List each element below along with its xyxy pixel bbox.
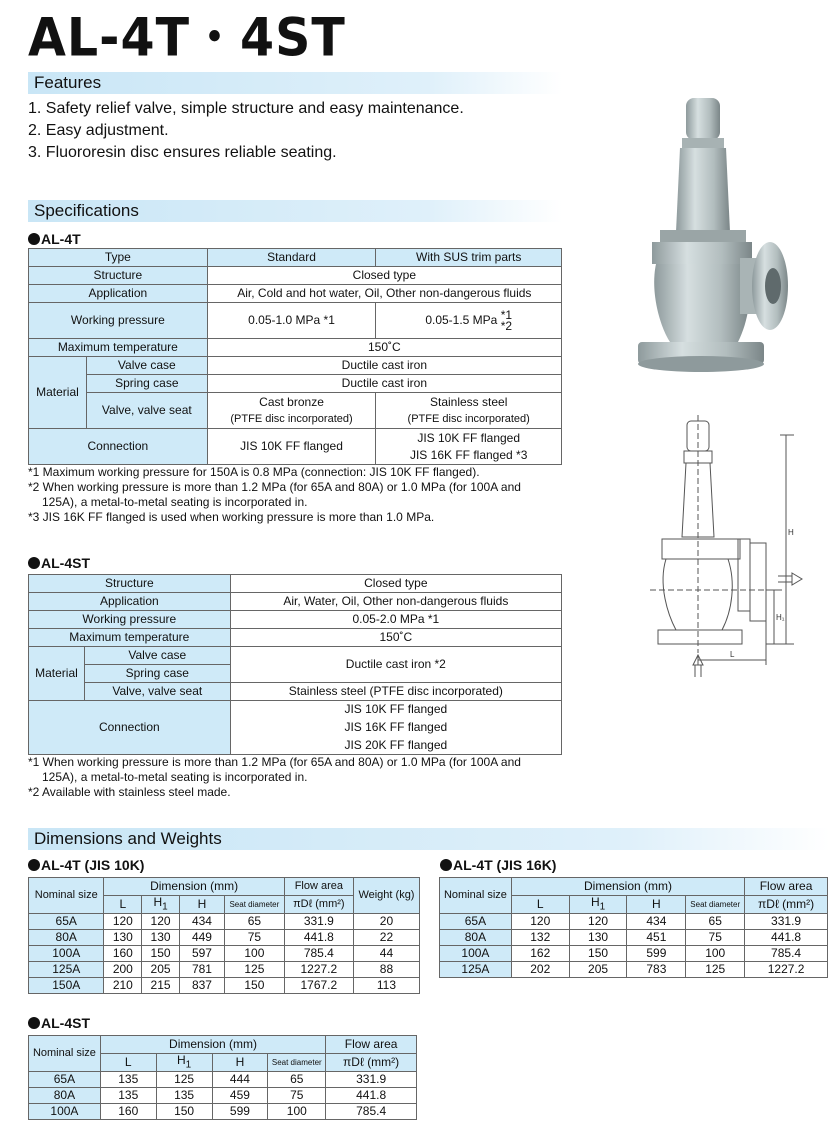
structure-value: Closed type bbox=[230, 575, 561, 593]
table-cell: 451 bbox=[627, 930, 686, 946]
L-header: L bbox=[511, 896, 569, 914]
dim-label-H1: H₁ bbox=[776, 613, 785, 622]
bullet-icon bbox=[28, 557, 40, 569]
al4st-dims-table bbox=[28, 1035, 417, 1120]
H1-header: $H_1$ bbox=[156, 1054, 212, 1072]
table-cell: 113 bbox=[353, 978, 419, 994]
bullet-icon bbox=[28, 1017, 40, 1029]
L-header: L bbox=[104, 896, 142, 914]
table-row bbox=[29, 914, 420, 930]
nominal-size-cell: 80A bbox=[29, 1088, 101, 1104]
valve-seat-value: Stainless steel (PTFE disc incorporated) bbox=[230, 683, 561, 701]
al4t-10k-table bbox=[28, 877, 420, 994]
table-cell: 210 bbox=[104, 978, 142, 994]
table-cell: 100 bbox=[686, 946, 745, 962]
table-cell: 65 bbox=[225, 914, 285, 930]
nominal-size-cell: 80A bbox=[440, 930, 512, 946]
nominal-size-cell: 100A bbox=[440, 946, 512, 962]
table-cell: 150 bbox=[569, 946, 627, 962]
features-heading: Features bbox=[28, 72, 562, 94]
table-row bbox=[29, 962, 420, 978]
table-cell: 434 bbox=[179, 914, 224, 930]
table-cell: 434 bbox=[627, 914, 686, 930]
valve-case-label: Valve case bbox=[84, 647, 230, 665]
table-cell: 441.8 bbox=[284, 930, 353, 946]
working-pressure-label: Working pressure bbox=[29, 303, 208, 339]
table-cell: 135 bbox=[100, 1088, 156, 1104]
table-cell: 441.8 bbox=[326, 1088, 417, 1104]
table-cell: 120 bbox=[104, 914, 142, 930]
al4t-16k-table bbox=[439, 877, 828, 978]
table-cell: 130 bbox=[104, 930, 142, 946]
table-cell: 162 bbox=[511, 946, 569, 962]
bullet-icon bbox=[28, 233, 40, 245]
table-cell: 150 bbox=[142, 946, 180, 962]
dimension-drawing bbox=[650, 415, 810, 683]
nominal-size-cell: 65A bbox=[440, 914, 512, 930]
table-row bbox=[440, 930, 828, 946]
table-row bbox=[29, 1088, 417, 1104]
spring-case-label: Spring case bbox=[84, 665, 230, 683]
table-cell: 150 bbox=[225, 978, 285, 994]
case-value: Ductile cast iron *2 bbox=[230, 647, 561, 683]
note: *1 When working pressure is more than 1.2 MPa (for 65A and 80A) or 1.0 MPa (for 100A and bbox=[28, 755, 521, 769]
table-cell: 125 bbox=[156, 1072, 212, 1088]
table-cell: 130 bbox=[569, 930, 627, 946]
table-cell: 202 bbox=[511, 962, 569, 978]
al4st-spec-table bbox=[28, 574, 562, 755]
connection-standard: JIS 10K FF flanged bbox=[207, 429, 376, 465]
table-cell: 88 bbox=[353, 962, 419, 978]
nominal-size-cell: 65A bbox=[29, 1072, 101, 1088]
al4t-10k-rows bbox=[29, 914, 420, 994]
table-cell: 130 bbox=[142, 930, 180, 946]
connection-value: JIS 10K FF flanged JIS 16K FF flanged JIS 20K FF flanged bbox=[230, 701, 561, 755]
table-cell: 22 bbox=[353, 930, 419, 946]
al4t-16k-rows bbox=[440, 914, 828, 978]
page-title: AL-4T・4ST bbox=[28, 7, 346, 69]
working-pressure-label: Working pressure bbox=[29, 611, 231, 629]
al4st-dims-label: AL-4ST bbox=[28, 1015, 90, 1031]
table-cell: 597 bbox=[179, 946, 224, 962]
note: 125A), a metal-to-metal seating is incorporated in. bbox=[42, 770, 308, 784]
flow-area-unit-header: πDℓ (mm²) bbox=[745, 896, 828, 914]
table-cell: 331.9 bbox=[284, 914, 353, 930]
table-cell: 444 bbox=[212, 1072, 268, 1088]
nominal-size-cell: 125A bbox=[440, 962, 512, 978]
H-header: H bbox=[627, 896, 686, 914]
bullet-icon bbox=[440, 859, 452, 871]
table-cell: 785.4 bbox=[284, 946, 353, 962]
table-cell: 783 bbox=[627, 962, 686, 978]
table-cell: 449 bbox=[179, 930, 224, 946]
H1-header: $H_1$ bbox=[569, 896, 627, 914]
table-cell: 205 bbox=[142, 962, 180, 978]
table-cell: 215 bbox=[142, 978, 180, 994]
connection-label: Connection bbox=[29, 429, 208, 465]
working-pressure-value: 0.05-2.0 MPa *1 bbox=[230, 611, 561, 629]
working-pressure-sus: 0.05-1.5 MPa *1 *2 bbox=[376, 303, 562, 339]
max-temperature-label: Maximum temperature bbox=[29, 629, 231, 647]
flow-area-header: Flow area bbox=[326, 1036, 417, 1054]
structure-label: Structure bbox=[29, 267, 208, 285]
dim-label-L: L bbox=[730, 650, 735, 659]
table-cell: 100 bbox=[268, 1104, 326, 1120]
working-pressure-standard: 0.05-1.0 MPa *1 bbox=[207, 303, 376, 339]
table-cell: 837 bbox=[179, 978, 224, 994]
valve-seat-standard: Cast bronze (PTFE disc incorporated) bbox=[207, 393, 376, 429]
nominal-size-cell: 100A bbox=[29, 946, 104, 962]
table-row bbox=[440, 946, 828, 962]
valve-case-label: Valve case bbox=[86, 357, 207, 375]
al4st-spec-label: AL-4ST bbox=[28, 555, 90, 571]
table-cell: 331.9 bbox=[745, 914, 828, 930]
application-label: Application bbox=[29, 285, 208, 303]
table-cell: 160 bbox=[104, 946, 142, 962]
bullet-icon bbox=[28, 859, 40, 871]
table-cell: 125 bbox=[686, 962, 745, 978]
table-cell: 205 bbox=[569, 962, 627, 978]
table-cell: 785.4 bbox=[326, 1104, 417, 1120]
dimension-header: Dimension (mm) bbox=[100, 1036, 325, 1054]
table-cell: 120 bbox=[511, 914, 569, 930]
structure-value: Closed type bbox=[207, 267, 561, 285]
table-row bbox=[29, 946, 420, 962]
table-cell: 65 bbox=[686, 914, 745, 930]
feature-item: 1. Safety relief valve, simple structure and easy maintenance. bbox=[28, 100, 464, 117]
seat-diameter-header: Seat diameter bbox=[686, 896, 745, 914]
table-cell: 135 bbox=[100, 1072, 156, 1088]
al4t-spec-table bbox=[28, 248, 562, 465]
type-standard-header: Standard bbox=[207, 249, 376, 267]
table-cell: 100 bbox=[225, 946, 285, 962]
nominal-size-header: Nominal size bbox=[29, 878, 104, 914]
table-cell: 65 bbox=[268, 1072, 326, 1088]
application-value: Air, Water, Oil, Other non-dangerous fluids bbox=[230, 593, 561, 611]
table-cell: 1227.2 bbox=[284, 962, 353, 978]
note: *3 JIS 16K FF flanged is used when working pressure is more than 1.0 MPa. bbox=[28, 510, 435, 524]
table-cell: 599 bbox=[627, 946, 686, 962]
max-temperature-label: Maximum temperature bbox=[29, 339, 208, 357]
table-cell: 132 bbox=[511, 930, 569, 946]
type-sus-header: With SUS trim parts bbox=[376, 249, 562, 267]
al4st-notes bbox=[28, 755, 521, 800]
note: *2 Available with stainless steel made. bbox=[28, 785, 231, 799]
al4st-dims-rows bbox=[29, 1072, 417, 1120]
H1-header: $H_1$ bbox=[142, 896, 180, 914]
structure-label: Structure bbox=[29, 575, 231, 593]
spring-case-label: Spring case bbox=[86, 375, 207, 393]
table-cell: 599 bbox=[212, 1104, 268, 1120]
table-row bbox=[29, 978, 420, 994]
note: *2 When working pressure is more than 1.2 MPa (for 65A and 80A) or 1.0 MPa (for 100A and bbox=[28, 480, 521, 494]
table-cell: 135 bbox=[156, 1088, 212, 1104]
table-cell: 120 bbox=[142, 914, 180, 930]
al4t-16k-label: AL-4T (JIS 16K) bbox=[440, 857, 556, 873]
dimension-header: Dimension (mm) bbox=[511, 878, 744, 896]
seat-diameter-header: Seat diameter bbox=[268, 1054, 326, 1072]
flow-area-header: Flow area bbox=[745, 878, 828, 896]
table-row bbox=[440, 914, 828, 930]
nominal-size-cell: 65A bbox=[29, 914, 104, 930]
H-header: H bbox=[179, 896, 224, 914]
valve-photo bbox=[630, 92, 790, 377]
features-list bbox=[28, 98, 464, 164]
seat-diameter-header: Seat diameter bbox=[225, 896, 285, 914]
nominal-size-cell: 125A bbox=[29, 962, 104, 978]
table-cell: 150 bbox=[156, 1104, 212, 1120]
flow-area-header: Flow area bbox=[284, 878, 353, 896]
table-row bbox=[29, 1104, 417, 1120]
table-cell: 44 bbox=[353, 946, 419, 962]
table-cell: 160 bbox=[100, 1104, 156, 1120]
flow-area-unit-header: πDℓ (mm²) bbox=[326, 1054, 417, 1072]
spring-case-value: Ductile cast iron bbox=[207, 375, 561, 393]
table-cell: 120 bbox=[569, 914, 627, 930]
max-temperature-value: 150˚C bbox=[207, 339, 561, 357]
valve-seat-sus: Stainless steel (PTFE disc incorporated) bbox=[376, 393, 562, 429]
al4t-10k-label: AL-4T (JIS 10K) bbox=[28, 857, 144, 873]
type-header: Type bbox=[29, 249, 208, 267]
nominal-size-cell: 150A bbox=[29, 978, 104, 994]
table-cell: 331.9 bbox=[326, 1072, 417, 1088]
application-label: Application bbox=[29, 593, 231, 611]
connection-sus: JIS 10K FF flanged JIS 16K FF flanged *3 bbox=[376, 429, 562, 465]
table-cell: 125 bbox=[225, 962, 285, 978]
nominal-size-header: Nominal size bbox=[440, 878, 512, 914]
table-cell: 1767.2 bbox=[284, 978, 353, 994]
max-temperature-value: 150˚C bbox=[230, 629, 561, 647]
table-cell: 75 bbox=[225, 930, 285, 946]
valve-case-value: Ductile cast iron bbox=[207, 357, 561, 375]
table-cell: 75 bbox=[268, 1088, 326, 1104]
table-cell: 20 bbox=[353, 914, 419, 930]
al4t-spec-label: AL-4T bbox=[28, 231, 81, 247]
note: 125A), a metal-to-metal seating is incorporated in. bbox=[42, 495, 308, 509]
nominal-size-header: Nominal size bbox=[29, 1036, 101, 1072]
table-cell: 785.4 bbox=[745, 946, 828, 962]
L-header: L bbox=[100, 1054, 156, 1072]
table-cell: 1227.2 bbox=[745, 962, 828, 978]
connection-label: Connection bbox=[29, 701, 231, 755]
note: *1 Maximum working pressure for 150A is 0.8 MPa (connection: JIS 10K FF flanged). bbox=[28, 465, 480, 479]
nominal-size-cell: 80A bbox=[29, 930, 104, 946]
dimension-header: Dimension (mm) bbox=[104, 878, 284, 896]
table-row bbox=[29, 930, 420, 946]
table-cell: 200 bbox=[104, 962, 142, 978]
nominal-size-cell: 100A bbox=[29, 1104, 101, 1120]
table-cell: 781 bbox=[179, 962, 224, 978]
H-header: H bbox=[212, 1054, 268, 1072]
table-cell: 459 bbox=[212, 1088, 268, 1104]
material-label: Material bbox=[29, 647, 85, 701]
application-value: Air, Cold and hot water, Oil, Other non-dangerous fluids bbox=[207, 285, 561, 303]
weight-header: Weight (kg) bbox=[353, 878, 419, 914]
table-cell: 75 bbox=[686, 930, 745, 946]
table-row bbox=[29, 1072, 417, 1088]
material-label: Material bbox=[29, 357, 87, 429]
al4t-notes bbox=[28, 465, 521, 525]
dimensions-heading: Dimensions and Weights bbox=[28, 828, 830, 850]
dim-label-H: H bbox=[788, 528, 794, 537]
feature-item: 3. Fluororesin disc ensures reliable seating. bbox=[28, 144, 337, 161]
specifications-heading: Specifications bbox=[28, 200, 562, 222]
valve-seat-label: Valve, valve seat bbox=[84, 683, 230, 701]
table-row bbox=[440, 962, 828, 978]
table-cell: 441.8 bbox=[745, 930, 828, 946]
flow-area-unit-header: πDℓ (mm²) bbox=[284, 896, 353, 914]
valve-seat-label: Valve, valve seat bbox=[86, 393, 207, 429]
feature-item: 2. Easy adjustment. bbox=[28, 122, 169, 139]
